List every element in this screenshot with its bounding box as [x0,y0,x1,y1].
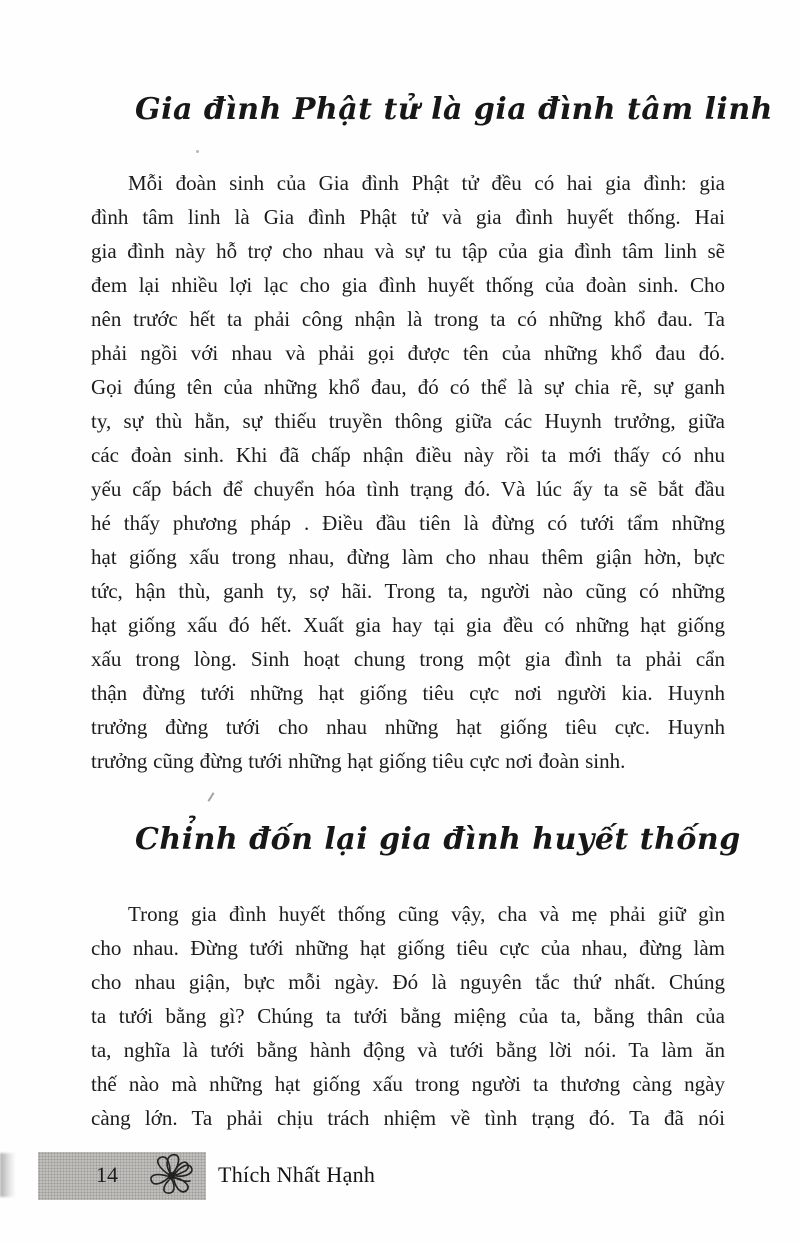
text-line: ty, sự thù hằn, sự thiếu truyền thông giữa các Huynh trưởng, giữa [91,409,725,433]
text-line: ta tưới bằng gì? Chúng ta tưới bằng miệng của ta, bằng thân của [91,1004,725,1028]
section-heading-spiritual-family: Gia đình Phật tử là gia đình tâm linh [135,92,773,127]
lotus-flower-icon [140,1149,202,1206]
text-line: nên trước hết ta phải công nhận là trong ta có những khổ đau. Ta [91,307,725,331]
scan-artifact [0,1153,16,1197]
scan-artifact [196,150,199,153]
text-line: Mỗi đoàn sinh của Gia đình Phật tử đều có hai gia đình: gia [128,171,725,195]
text-line: hạt giống xấu trong nhau, đừng làm cho nhau thêm giận hờn, bực [91,545,725,569]
text-line: gia đình này hỗ trợ cho nhau và sự tu tập của gia đình tâm linh sẽ [91,239,725,263]
text-line: hé thấy phương pháp . Điều đầu tiên là đừng có tưới tẩm những [91,511,725,535]
text-line: đem lại nhiều lợi lạc cho gia đình huyết thống của đoàn sinh. Cho [91,273,725,297]
scan-artifact [208,792,215,802]
text-line: Gọi đúng tên của những khổ đau, đó có thể là sự chia rẽ, sự ganh [91,375,725,399]
text-line: cho nhau giận, bực mỗi ngày. Đó là nguyên tắc thứ nhất. Chúng [91,970,725,994]
text-line: cho nhau. Đừng tưới những hạt giống tiêu cực của nhau, đừng làm [91,936,725,960]
text-line: càng lớn. Ta phải chịu trách nhiệm về tình trạng đó. Ta đã nói [91,1106,725,1130]
paragraph-blood-family [91,897,725,1135]
text-line: các đoàn sinh. Khi đã chấp nhận điều này rồi ta mới thấy có nhu [91,443,725,467]
text-line: tức, hận thù, ganh ty, sợ hãi. Trong ta, người nào cũng có những [91,579,725,603]
text-line: Trong gia đình huyết thống cũng vậy, cha và mẹ phải giữ gìn [128,902,725,926]
section-heading-blood-family: Chỉnh đốn lại gia đình huyết thống [135,822,741,857]
text-line: thế nào mà những hạt giống xấu trong người ta thương càng ngày [91,1072,725,1096]
paragraph-spiritual-family [91,166,725,778]
text-line: phải ngồi với nhau và phải gọi được tên của những khổ đau đó. [91,341,725,365]
text-line: ta, nghĩa là tưới bằng hành động và tưới bằng lời nói. Ta làm ăn [91,1038,725,1062]
text-line: thận đừng tưới những hạt giống tiêu cực nơi người kia. Huynh [91,681,725,705]
text-line: trưởng cũng đừng tưới những hạt giống tiêu cực nơi đoàn sinh. [91,749,626,773]
text-line: yếu cấp bách để chuyển hóa tình trạng đó. Và lúc ấy ta sẽ bắt đầu [91,477,725,501]
text-line: đình tâm linh là Gia đình Phật tử và gia đình huyết thống. Hai [91,205,725,229]
text-line: xấu trong lòng. Sinh hoạt chung trong một gia đình ta phải cẩn [91,647,725,671]
page-number: 14 [96,1162,118,1187]
text-line: trưởng đừng tưới cho nhau những hạt giống tiêu cực. Huynh [91,715,725,739]
footer-author: Thích Nhất Hạnh [218,1162,376,1187]
text-line: hạt giống xấu đó hết. Xuất gia hay tại gia đều có những hạt giống [91,613,725,637]
